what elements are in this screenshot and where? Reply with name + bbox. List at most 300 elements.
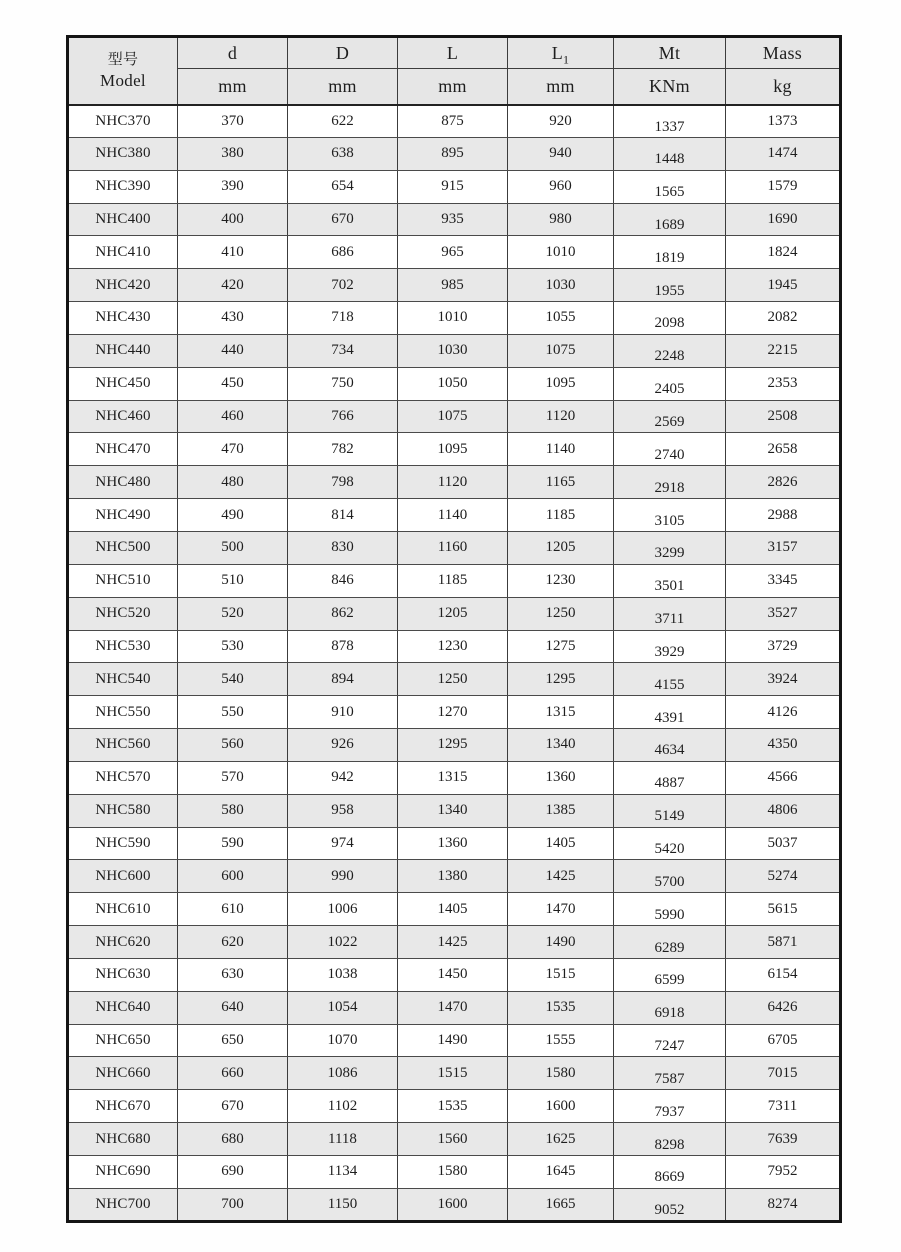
cell-Mt [614,367,726,400]
cell-model [68,433,178,466]
cell-L1-value: 1625 [545,1130,576,1147]
cell-model [68,893,178,926]
cell-Mt [614,1024,726,1057]
cell-Mt [614,499,726,532]
cell-L1 [508,269,614,302]
cell-L-value: 1515 [437,1064,468,1081]
cell-Mt-value: 3711 [654,611,685,628]
table-row [68,991,841,1024]
cell-Mt [614,1123,726,1156]
cell-Mass-value: 2353 [767,375,798,392]
cell-model-value: NHC690 [95,1163,151,1180]
cell-L [398,433,508,466]
cell-Mass-value: 1474 [767,145,798,162]
cell-d-value: 500 [221,539,244,556]
cell-D-value: 734 [331,342,354,359]
cell-L-value: 1600 [437,1195,468,1212]
cell-Mass-value: 4566 [767,769,798,786]
table-row [68,1090,841,1123]
cell-Mt-value: 1565 [654,184,685,201]
header-L-unit: mm [398,69,508,105]
cell-L-value: 1205 [437,605,468,622]
cell-d [178,1024,288,1057]
cell-Mt-value: 3929 [654,643,685,660]
cell-D-value: 1054 [327,999,358,1016]
cell-L-value: 1030 [437,342,468,359]
cell-d-value: 510 [221,572,244,589]
cell-Mass-value: 3924 [767,670,798,687]
cell-model-value: NHC510 [95,572,151,589]
table-row [68,893,841,926]
cell-Mt [614,236,726,269]
cell-D-value: 766 [331,408,354,425]
cell-d [178,400,288,433]
cell-D [288,466,398,499]
cell-Mt [614,531,726,564]
cell-d [178,1188,288,1221]
cell-Mass [726,105,841,138]
cell-D [288,302,398,335]
cell-Mt-value: 4887 [654,775,685,792]
header-L1 [508,37,614,69]
cell-Mass [726,269,841,302]
cell-model-value: NHC610 [95,900,151,917]
table-row [68,1188,841,1221]
cell-d-value: 640 [221,999,244,1016]
cell-L1 [508,1090,614,1123]
cell-model-value: NHC590 [95,834,151,851]
cell-Mt [614,926,726,959]
cell-Mass [726,630,841,663]
cell-model [68,367,178,400]
cell-Mass [726,334,841,367]
cell-L-value: 1160 [437,539,468,556]
cell-Mass-value: 2082 [767,309,798,326]
cell-L-value: 985 [441,276,464,293]
cell-Mass-value: 1824 [767,243,798,260]
cell-L [398,531,508,564]
cell-L1 [508,400,614,433]
table-row [68,926,841,959]
cell-model-value: NHC460 [95,408,151,425]
cell-d-value: 680 [221,1130,244,1147]
cell-L1-value: 1185 [545,506,576,523]
cell-Mass [726,203,841,236]
cell-Mt [614,991,726,1024]
cell-D [288,991,398,1024]
cell-model-value: NHC540 [95,670,151,687]
cell-Mass-value: 7015 [767,1064,798,1081]
cell-Mass-value: 2508 [767,408,798,425]
table-row [68,597,841,630]
cell-L1 [508,137,614,170]
table-row [68,729,841,762]
cell-L-value: 1425 [437,933,468,950]
cell-d [178,893,288,926]
cell-model [68,926,178,959]
cell-Mt-value: 4391 [654,709,685,726]
cell-L1-value: 1665 [545,1195,576,1212]
cell-Mass [726,564,841,597]
cell-model-value: NHC470 [95,440,151,457]
cell-model [68,531,178,564]
cell-L1-value: 1140 [545,440,576,457]
cell-d [178,1123,288,1156]
cell-model-value: NHC620 [95,933,151,950]
cell-Mass-value: 2658 [767,440,798,457]
cell-L1-value: 1055 [545,309,576,326]
cell-L1 [508,827,614,860]
cell-L-value: 1450 [437,966,468,983]
cell-L1-value: 1295 [545,670,576,687]
cell-model [68,991,178,1024]
cell-L-value: 1470 [437,999,468,1016]
cell-d [178,860,288,893]
cell-Mt-value: 5700 [654,873,685,890]
cell-Mt [614,696,726,729]
cell-model-value: NHC550 [95,703,151,720]
cell-Mt [614,203,726,236]
cell-model-value: NHC370 [95,112,151,129]
cell-model [68,137,178,170]
cell-Mass [726,958,841,991]
cell-d-value: 380 [221,145,244,162]
cell-Mass [726,597,841,630]
cell-L-value: 1535 [437,1097,468,1114]
cell-Mt-value: 5149 [654,808,685,825]
cell-d [178,597,288,630]
cell-Mass-value: 5037 [767,834,798,851]
cell-D-value: 1038 [327,966,358,983]
cell-d-value: 530 [221,637,244,654]
cell-model [68,958,178,991]
cell-L [398,958,508,991]
cell-L-value: 965 [441,243,464,260]
cell-Mt-value: 5990 [654,906,685,923]
cell-model [68,761,178,794]
cell-L1 [508,1057,614,1090]
cell-d-value: 520 [221,605,244,622]
cell-D [288,630,398,663]
cell-model-value: NHC490 [95,506,151,523]
cell-Mass-value: 3527 [767,605,798,622]
table-row [68,860,841,893]
cell-L-value: 1185 [437,572,468,589]
cell-Mt [614,1090,726,1123]
cell-d-value: 450 [221,375,244,392]
cell-Mass [726,531,841,564]
cell-L1-value: 1095 [545,375,576,392]
cell-Mass [726,1057,841,1090]
cell-L1 [508,860,614,893]
cell-Mass [726,433,841,466]
cell-D-value: 638 [331,145,354,162]
cell-d [178,499,288,532]
cell-model-value: NHC650 [95,1032,151,1049]
cell-d-value: 670 [221,1097,244,1114]
cell-D-value: 1150 [327,1195,358,1212]
cell-model-value: NHC530 [95,637,151,654]
cell-D-value: 1006 [327,900,358,917]
header-L1-label: L [551,42,563,63]
cell-D-value: 1118 [328,1130,357,1147]
header-L1-sub: 1 [562,52,570,67]
cell-L1-value: 1205 [545,539,576,556]
cell-L1 [508,564,614,597]
cell-d-value: 390 [221,178,244,195]
cell-L [398,105,508,138]
cell-D-value: 878 [331,637,354,654]
cell-model-value: NHC500 [95,539,151,556]
cell-Mass [726,1188,841,1221]
cell-D [288,926,398,959]
cell-Mt [614,564,726,597]
cell-L-value: 1490 [437,1032,468,1049]
cell-L [398,860,508,893]
table-row [68,696,841,729]
cell-Mass-value: 1579 [767,178,798,195]
cell-L [398,236,508,269]
cell-model-value: NHC520 [95,605,151,622]
cell-d-value: 430 [221,309,244,326]
cell-L1 [508,236,614,269]
cell-L1-value: 1275 [545,637,576,654]
cell-model-value: NHC430 [95,309,151,326]
cell-d-value: 610 [221,900,244,917]
cell-Mt [614,170,726,203]
cell-model-value: NHC560 [95,736,151,753]
cell-d [178,137,288,170]
cell-Mt [614,269,726,302]
cell-L1 [508,334,614,367]
cell-Mass [726,663,841,696]
cell-L-value: 1360 [437,834,468,851]
cell-Mt-value: 3501 [654,578,685,595]
cell-Mt-value: 2248 [654,348,685,365]
cell-d-value: 420 [221,276,244,293]
table-row [68,105,841,138]
cell-L-value: 1340 [437,802,468,819]
cell-D-value: 974 [331,834,354,851]
cell-d-value: 370 [221,112,244,129]
cell-L-value: 1120 [437,473,468,490]
cell-d-value: 490 [221,506,244,523]
cell-L [398,729,508,762]
table-row [68,400,841,433]
cell-D-value: 1022 [327,933,358,950]
cell-L1 [508,893,614,926]
cell-d-value: 470 [221,440,244,457]
cell-Mass-value: 7311 [767,1097,798,1114]
cell-d-value: 560 [221,736,244,753]
cell-model [68,1123,178,1156]
cell-d [178,564,288,597]
cell-model-value: NHC630 [95,966,151,983]
cell-L [398,696,508,729]
cell-L [398,827,508,860]
table-row [68,170,841,203]
header-d [178,37,288,69]
cell-L1 [508,466,614,499]
cell-model [68,1057,178,1090]
cell-L-value: 895 [441,145,464,162]
cell-model-value: NHC570 [95,769,151,786]
header-Mt [614,37,726,69]
header-model-cn: 型号 [107,51,139,68]
cell-Mt-value: 1819 [654,249,685,266]
cell-d-value: 630 [221,966,244,983]
cell-D [288,1156,398,1189]
cell-model [68,170,178,203]
cell-model-value: NHC700 [95,1195,151,1212]
cell-Mt [614,761,726,794]
cell-Mass [726,1090,841,1123]
cell-d-value: 590 [221,834,244,851]
cell-L1 [508,170,614,203]
cell-Mass [726,367,841,400]
cell-D-value: 750 [331,375,354,392]
cell-Mt [614,1188,726,1221]
cell-Mass-value: 6705 [767,1032,798,1049]
cell-L1-value: 1010 [545,243,576,260]
cell-d [178,236,288,269]
cell-model [68,696,178,729]
cell-L-value: 875 [441,112,464,129]
cell-d [178,794,288,827]
cell-L1-value: 1555 [545,1032,576,1049]
cell-Mass [726,794,841,827]
cell-D [288,696,398,729]
cell-d-value: 550 [221,703,244,720]
cell-Mass [726,1024,841,1057]
cell-Mass [726,860,841,893]
cell-Mass-value: 4350 [767,736,798,753]
cell-L1 [508,958,614,991]
cell-d-value: 660 [221,1064,244,1081]
cell-L1 [508,302,614,335]
cell-D-value: 718 [331,309,354,326]
cell-D-value: 926 [331,736,354,753]
spec-table [66,35,842,1223]
cell-Mass-value: 8274 [767,1195,798,1212]
cell-L [398,630,508,663]
cell-Mass [726,1123,841,1156]
cell-Mt-value: 4155 [654,676,685,693]
cell-d-value: 440 [221,342,244,359]
cell-Mass-value: 7952 [767,1163,798,1180]
cell-D [288,1188,398,1221]
table-row [68,269,841,302]
cell-L-value: 1560 [437,1130,468,1147]
cell-L1 [508,991,614,1024]
cell-d [178,1057,288,1090]
cell-Mass-value: 5274 [767,867,798,884]
cell-D [288,597,398,630]
cell-L1-value: 1515 [545,966,576,983]
cell-Mt-value: 1689 [654,216,685,233]
cell-Mt [614,466,726,499]
cell-D [288,729,398,762]
cell-D-value: 830 [331,539,354,556]
cell-d [178,433,288,466]
cell-L-value: 915 [441,178,464,195]
cell-Mt-value: 4634 [654,742,685,759]
table-row [68,794,841,827]
table-row [68,531,841,564]
cell-Mass [726,827,841,860]
header-L [398,37,508,69]
cell-D-value: 910 [331,703,354,720]
cell-L1-value: 1030 [545,276,576,293]
cell-d-value: 580 [221,802,244,819]
cell-D-value: 686 [331,243,354,260]
cell-Mass-value: 2215 [767,342,798,359]
cell-model-value: NHC390 [95,178,151,195]
cell-L1 [508,630,614,663]
cell-Mt-value: 8669 [654,1169,685,1186]
cell-model [68,400,178,433]
cell-D [288,236,398,269]
table-row [68,630,841,663]
cell-L1-value: 1250 [545,605,576,622]
cell-model-value: NHC380 [95,145,151,162]
cell-L1-value: 1315 [545,703,576,720]
cell-Mt [614,105,726,138]
cell-D-value: 846 [331,572,354,589]
cell-d [178,531,288,564]
cell-L1-value: 1600 [545,1097,576,1114]
cell-Mt [614,433,726,466]
cell-Mt [614,794,726,827]
cell-Mt [614,1057,726,1090]
cell-Mt-value: 7587 [654,1070,685,1087]
cell-D-value: 702 [331,276,354,293]
cell-d [178,1090,288,1123]
cell-L [398,170,508,203]
cell-L1-value: 1075 [545,342,576,359]
header-Mass-label: Mass [762,42,803,63]
cell-D [288,170,398,203]
cell-D [288,400,398,433]
cell-Mt-value: 7247 [654,1038,685,1055]
cell-model [68,236,178,269]
cell-Mass-value: 1945 [767,276,798,293]
table-row [68,367,841,400]
cell-d [178,334,288,367]
cell-model [68,729,178,762]
cell-L1-value: 1165 [545,473,576,490]
cell-L1 [508,105,614,138]
cell-model [68,499,178,532]
cell-L [398,663,508,696]
table-header [68,37,841,105]
table-row [68,499,841,532]
cell-L [398,926,508,959]
cell-model [68,203,178,236]
cell-L [398,334,508,367]
cell-Mass-value: 5615 [767,900,798,917]
cell-L1 [508,761,614,794]
table-row [68,137,841,170]
cell-L-value: 1405 [437,900,468,917]
cell-Mt [614,729,726,762]
cell-model-value: NHC480 [95,473,151,490]
cell-L [398,1057,508,1090]
cell-Mt [614,400,726,433]
cell-D [288,761,398,794]
cell-L [398,1156,508,1189]
header-Mt-unit: KNm [614,69,726,105]
